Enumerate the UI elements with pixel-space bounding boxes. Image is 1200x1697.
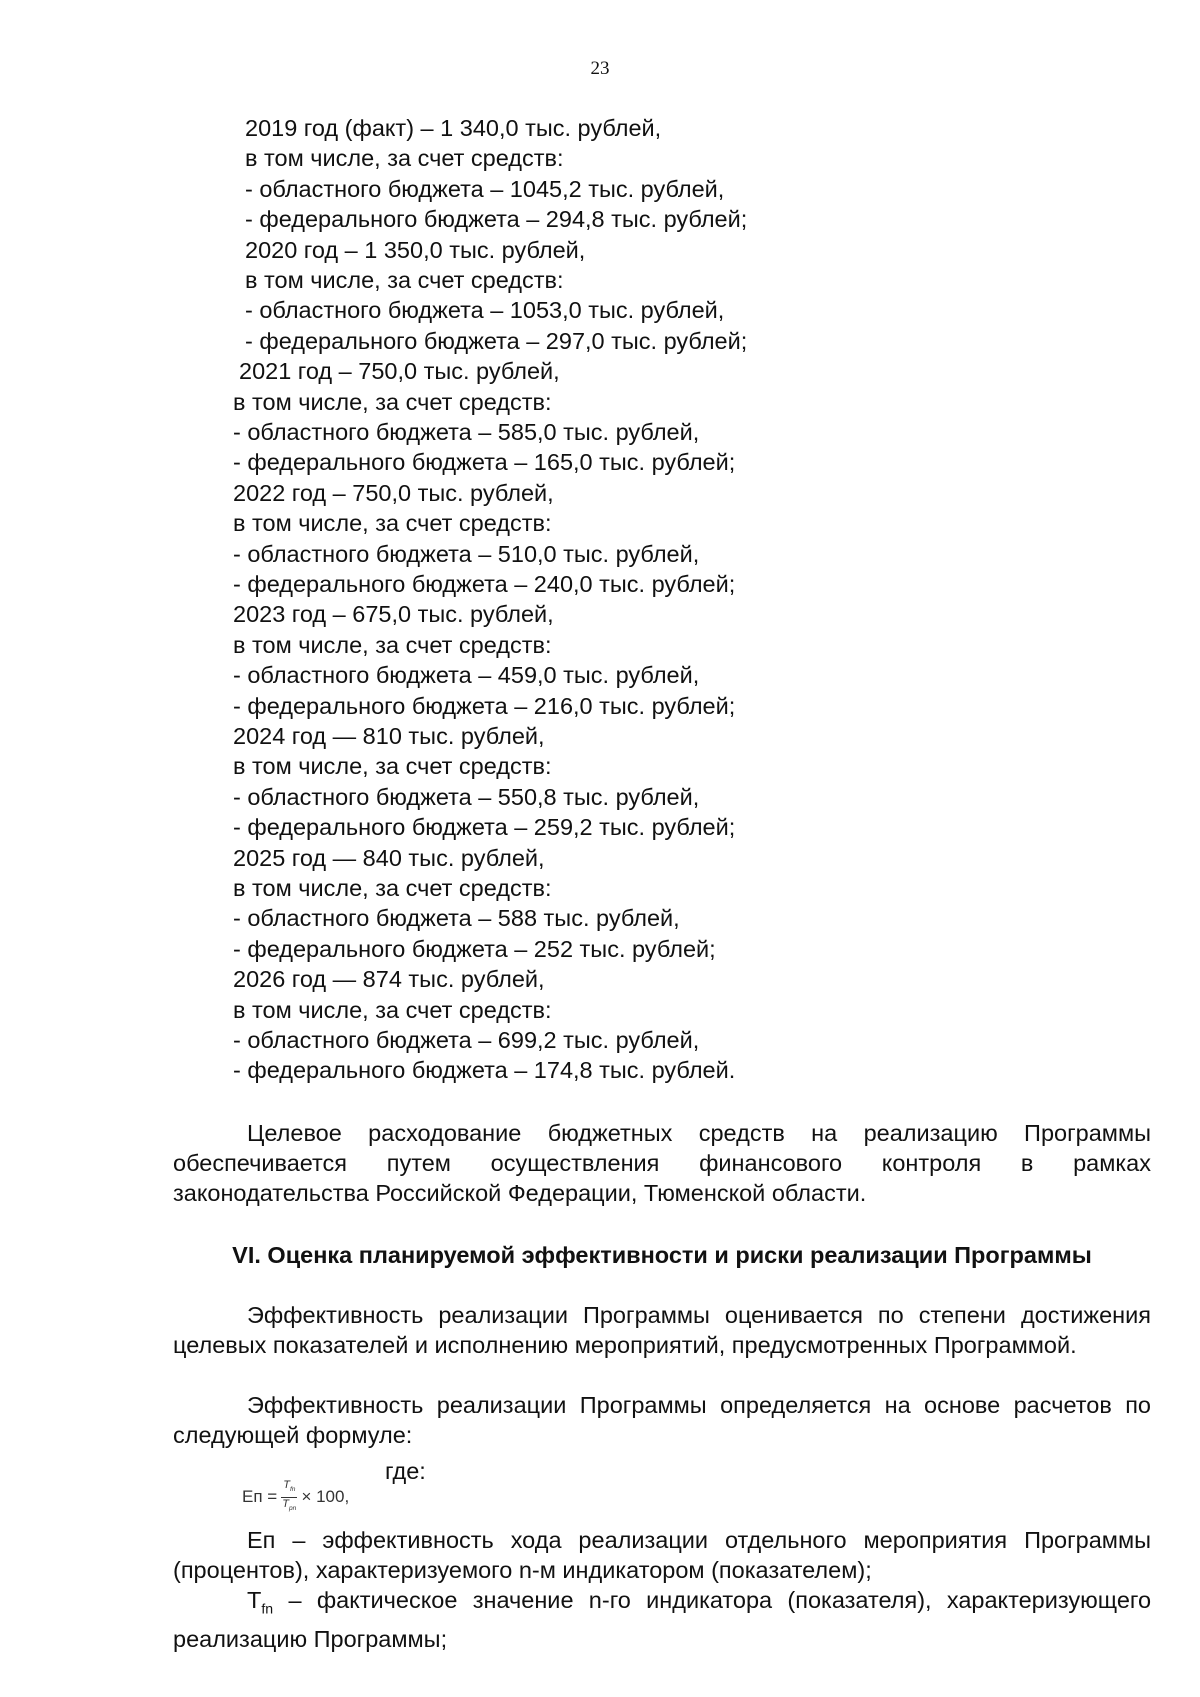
budget-line: в том числе, за счет средств: — [233, 631, 552, 658]
budget-line: 2024 год — 810 тыс. рублей, — [233, 723, 545, 749]
budget-line: - федерального бюджета – 297,0 тыс. рублей; — [245, 327, 748, 354]
definition-tfn-symbol-letter: Т — [247, 1587, 262, 1613]
budget-line: - федерального бюджета – 216,0 тыс. рублей; — [233, 692, 736, 719]
where-label: где: — [385, 1458, 426, 1484]
definition-en-dash: – — [292, 1527, 306, 1553]
definition-tfn-text: фактическое значение n-го индикатора (показателя), характеризующего реализацию Программы; — [173, 1587, 1152, 1652]
formula-lhs: Еп = — [242, 1487, 278, 1506]
budget-line: - федерального бюджета – 259,2 тыс. рублей; — [233, 814, 736, 841]
budget-line: 2019 год (факт) – 1 340,0 тыс. рублей, — [245, 115, 662, 141]
section-heading: VI. Оценка планируемой эффективности и риски реализации Программы — [232, 1242, 1092, 1268]
efficiency-formula — [242, 1475, 349, 1519]
definition-tfn-dash: – — [288, 1587, 302, 1613]
budget-line: - областного бюджета – 459,0 тыс. рублей, — [233, 662, 700, 689]
budget-line: 2020 год – 1 350,0 тыс. рублей, — [245, 236, 586, 263]
budget-line: 2021 год – 750,0 тыс. рублей, — [239, 358, 560, 385]
efficiency-paragraph-1-text: Эффективность реализации Программы оценивается по степени достижения целевых показателей и исполнению мероприятий, предусмотренных Программой. — [173, 1302, 1151, 1358]
budget-line: 2022 год – 750,0 тыс. рублей, — [233, 479, 554, 506]
formula-denominator-symbol: Т — [282, 1497, 290, 1510]
budget-line: - областного бюджета – 585,0 тыс. рублей, — [233, 419, 700, 445]
budget-line: - федерального бюджета – 240,0 тыс. рублей; — [233, 571, 736, 597]
definition-tfn — [173, 1585, 1151, 1654]
budget-control-paragraph — [173, 1118, 1151, 1208]
formula-numerator — [281, 1479, 297, 1497]
budget-control-text: Целевое расходование бюджетных средств на реализацию Программы обеспечивается путем осуществления финансового контроля в рамках законодательства Российской Федерации, Тюменской области. — [173, 1120, 1151, 1206]
formula-fraction — [281, 1479, 297, 1514]
definition-tfn-symbol — [247, 1587, 274, 1617]
definition-en-text: эффективность хода реализации отдельного мероприятия Программы (процентов), характеризуемого n-м индикатором (показателем); — [173, 1527, 1152, 1583]
budget-line: 2023 год – 675,0 тыс. рублей, — [233, 601, 554, 628]
efficiency-paragraph-2 — [173, 1390, 1151, 1450]
budget-line: в том числе, за счет средств: — [233, 875, 552, 901]
budget-line: - областного бюджета – 699,2 тыс. рублей, — [233, 1027, 700, 1053]
formula-numerator-sub: fn — [289, 1486, 296, 1494]
efficiency-paragraph-1 — [173, 1300, 1151, 1360]
budget-line: - федерального бюджета – 165,0 тыс. рублей; — [233, 449, 736, 476]
budget-line: - областного бюджета – 1053,0 тыс. рублей, — [245, 297, 725, 324]
budget-line: - федерального бюджета – 174,8 тыс. рублей. — [233, 1057, 736, 1084]
budget-line: в том числе, за счет средств: — [233, 510, 552, 537]
definition-en — [173, 1525, 1151, 1585]
budget-line: - областного бюджета – 588 тыс. рублей, — [233, 905, 680, 932]
budget-line: - областного бюджета – 550,8 тыс. рублей, — [233, 783, 700, 810]
formula-numerator-symbol: Т — [283, 1479, 290, 1492]
formula-denominator — [282, 1498, 296, 1515]
efficiency-paragraph-2-text: Эффективность реализации Программы определяется на основе расчетов по следующей формуле: — [173, 1392, 1151, 1448]
page-number: 23 — [590, 58, 610, 79]
budget-line: - областного бюджета – 510,0 тыс. рублей, — [233, 540, 700, 567]
budget-line: 2026 год — 874 тыс. рублей, — [233, 966, 545, 993]
budget-line: в том числе, за счет средств: — [233, 753, 552, 780]
formula-denominator-sub: pn — [289, 1504, 297, 1512]
budget-line: в том числе, за счет средств: — [245, 145, 564, 172]
definition-en-symbol: Еп — [247, 1527, 276, 1553]
budget-line: в том числе, за счет средств: — [233, 996, 552, 1023]
budget-line: 2025 год — 840 тыс. рублей, — [233, 844, 545, 871]
formula-rhs: × 100, — [301, 1487, 350, 1506]
budget-line: в том числе, за счет средств: — [245, 267, 564, 293]
budget-line: в том числе, за счет средств: — [233, 388, 552, 415]
budget-line: - федерального бюджета – 294,8 тыс. рублей; — [245, 206, 748, 233]
budget-line: - федерального бюджета – 252 тыс. рублей; — [233, 935, 716, 962]
budget-line: - областного бюджета – 1045,2 тыс. рублей, — [245, 175, 725, 202]
definition-tfn-symbol-sub: fn — [261, 1600, 274, 1617]
